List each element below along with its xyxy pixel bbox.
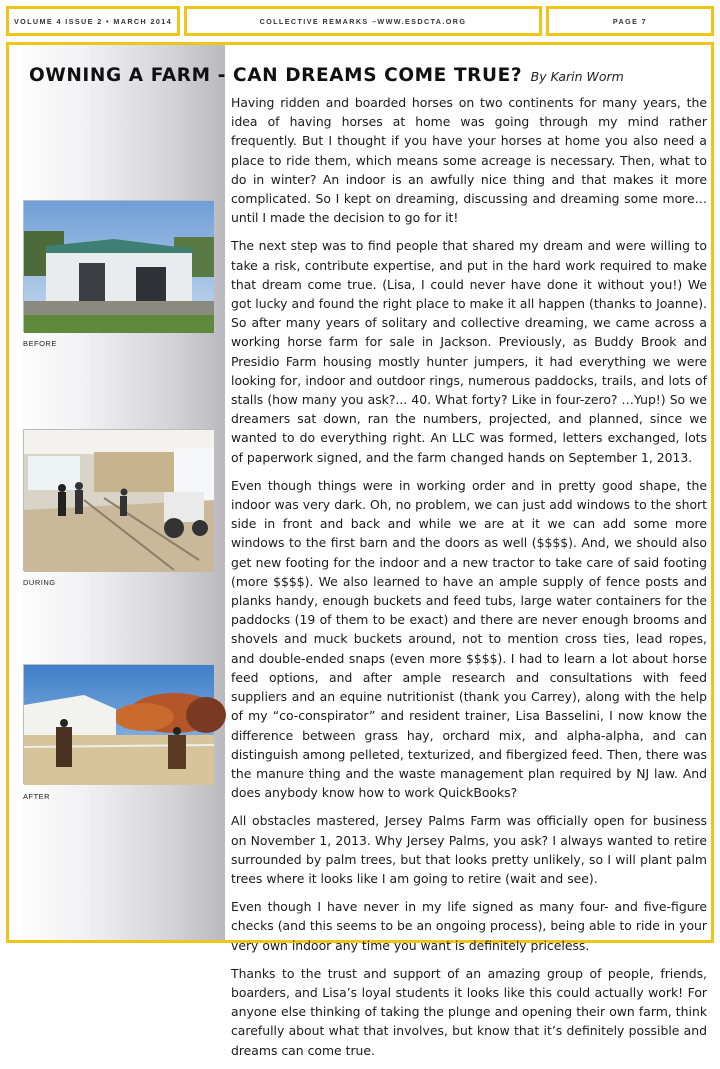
- publication-title: COLLECTIVE REMARKS –WWW.ESDCTA.ORG: [184, 6, 542, 36]
- before-photo: [23, 200, 213, 332]
- article-heading: [29, 65, 624, 86]
- paragraph: Even though I have never in my life signed as many four- and five-figure checks (and this seems to be an ongoing process), being able to ride in your very own indoor any time you want is definitely priceless.: [231, 899, 707, 953]
- issue-info: VOLUME 4 ISSUE 2 • MARCH 2014: [6, 6, 180, 36]
- article-author: By Karin Worm: [530, 69, 624, 84]
- paragraph: Even though things were in working order and in pretty good shape, the indoor was very dark. Oh, no problem, we can just add windows to the short side in front and back and while we are at it we can add some more windows to the first barn and the doors as well ($$$$). And, we should also get new footing for the indoor and a new tractor to take care of said footing (more $$$$). We also learned to have an ample supply of fence posts and planks handy, enough buckets and feed tubs, large water containers for the paddocks (19 of them to be exact) and there are never enough brooms and shovels and muck buckets around, not to mention cross ties, lead ropes, and double-ended snaps (even more $$$$). I had to learn a lot about horse feed options, and after ample research and consultations with feed suppliers and an equine nutritionist (thank you Carrey), along with the help of my “co-conspirator” and resident trainer, Lisa Basselini, I now know the difference between grass hay, orchard mix, and alpha-alpha, and can distinguish among pelleted, texturized, and fibergized feed. Then, there was the manure thing and the waste management plan required by NJ law. And does anybody know how to work QuickBooks?: [231, 477, 707, 801]
- during-caption: DURING: [23, 578, 56, 587]
- article-body: [231, 93, 707, 1069]
- paragraph: Having ridden and boarded horses on two continents for many years, the idea of having horses at home was going through my mind rather frequently. But I thought if you have your horses at home you also need a place to ride them, which means some acreage is necessary. Then, what to do in winter? An indoor is an awfully nice thing and that makes it more complicated. So I kept on dreaming, discussing and dreaming some more… until I made the decision to go for it!: [231, 95, 707, 226]
- article-frame: [6, 42, 714, 1058]
- paragraph: The next step was to find people that shared my dream and were willing to take a risk, contribute expertise, and put in the hard work required to make that dream come true. (Lisa, I could never have done it without you!) We got lucky and found the right place to make it all happen (thanks to Joanne). So after many years of solitary and collective dreaming, we came across a working horse farm for sale in Jackson. Previously, as Buddy Brook and Presidio Farm housing mostly hunter jumpers, it had everything we were looking for, indoor and outdoor rings, numerous paddocks, trails, and lots of stalls (how many you ask?... 40. What forty? Like in four-zero? …Yup!) So we dreamers sat down, ran the numbers, projected, and planned, since we wanted to do everything right. An LLC was formed, letters exchanged, lots of paperwork signed, and the farm changed hands on September 1, 2013.: [231, 238, 707, 465]
- paragraph: All obstacles mastered, Jersey Palms Farm was officially open for business on November 1, 2013. Why Jersey Palms, you ask? I always wanted to retire surrounded by palm trees, but that looks pretty unlikely, so I will plant palm trees where it looks like I am going to retire (wait and see).: [231, 813, 707, 886]
- during-photo: [23, 429, 213, 571]
- after-photo: [23, 664, 213, 784]
- after-caption: AFTER: [23, 792, 51, 801]
- article-title: OWNING A FARM - CAN DREAMS COME TRUE?: [29, 65, 523, 86]
- page-number: PAGE 7: [546, 6, 714, 36]
- paragraph: Thanks to the trust and support of an amazing group of people, friends, boarders, and Lisa’s loyal students it looks like this could actually work! For anyone else thinking of taking the plunge and opening their own farm, think carefully about what that involves, but know that it’s definitely possible and dreams can come true.: [231, 965, 707, 1058]
- page-header: [6, 6, 714, 36]
- before-caption: BEFORE: [23, 339, 57, 348]
